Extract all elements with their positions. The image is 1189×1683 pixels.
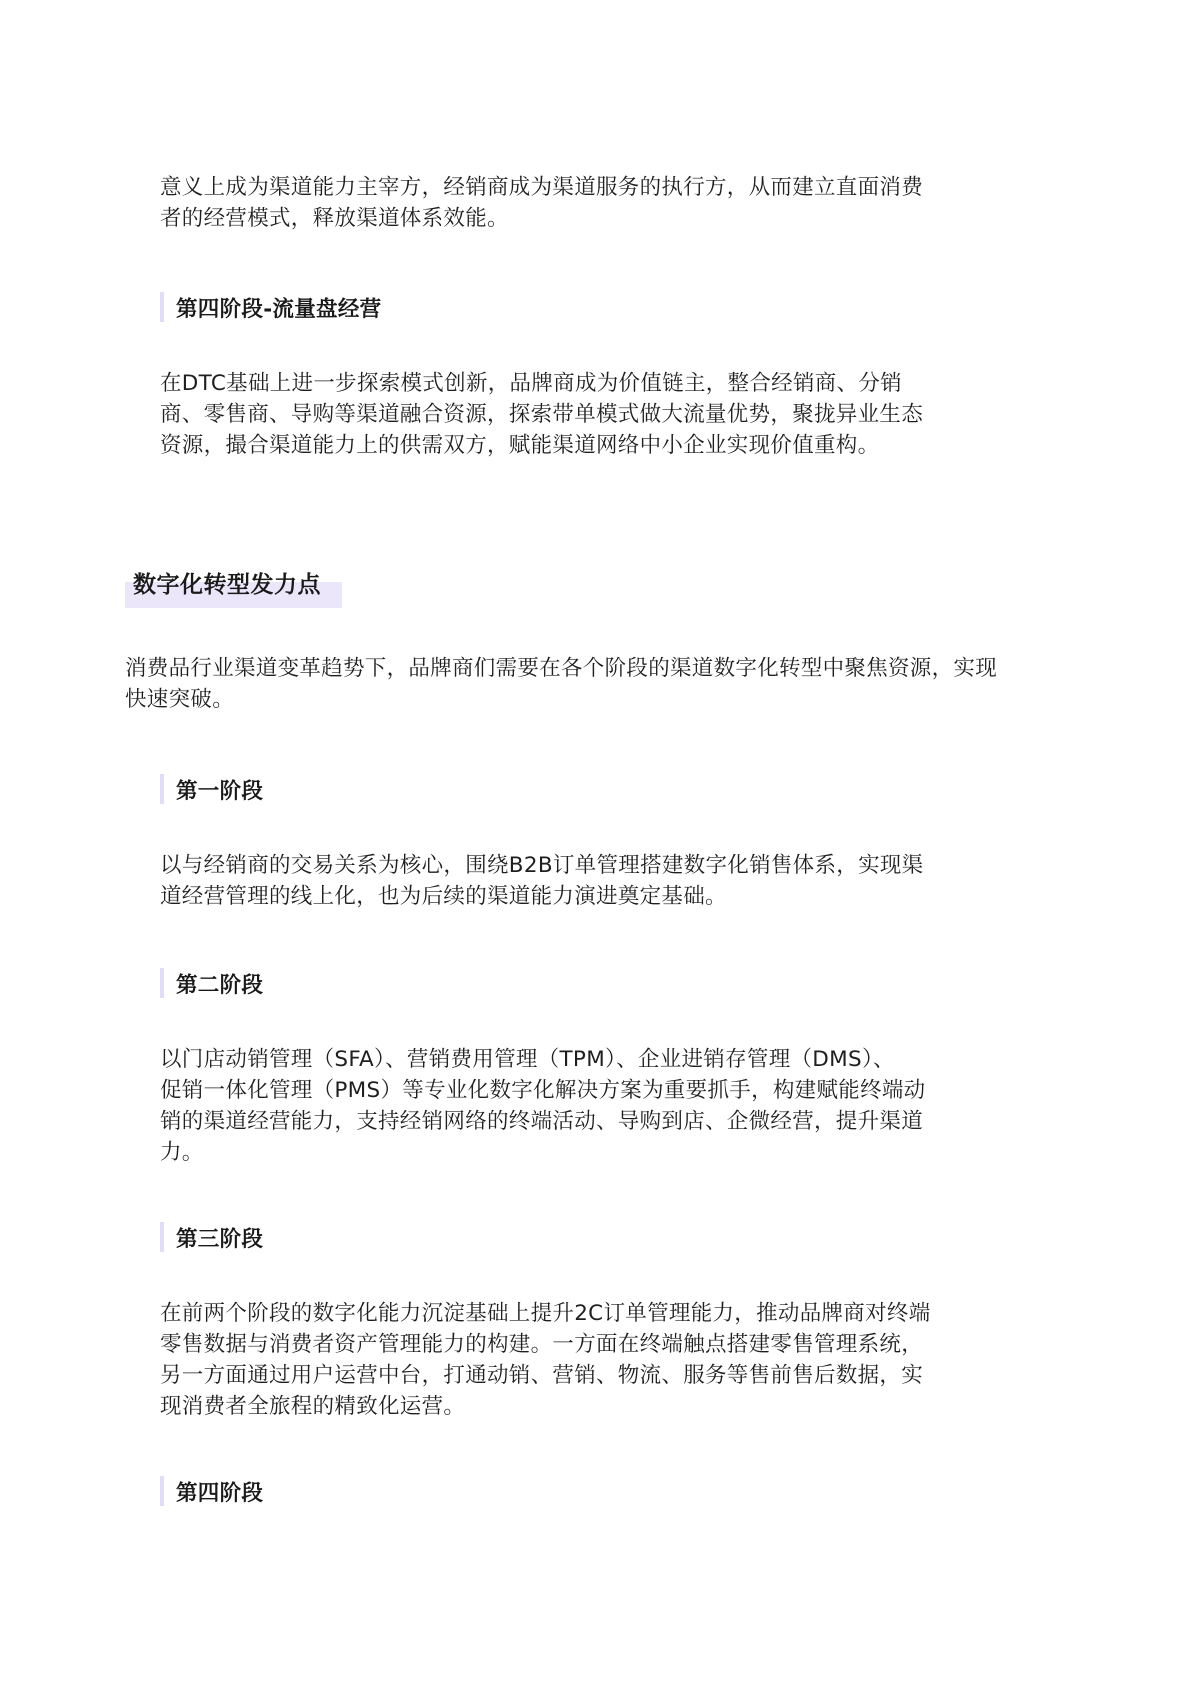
stage2-paragraph [160,1044,925,1168]
paragraph-line: 在前两个阶段的数字化能力沉淀基础上提升2C订单管理能力，推动品牌商对终端 [160,1301,931,1326]
paragraph-line: 在DTC基础上进一步探索模式创新，品牌商成为价值链主，整合经销商、分销 [160,371,902,396]
stage4-title: 第四阶段 [176,1480,264,1506]
paragraph-line: 现消费者全旅程的精致化运营。 [160,1394,466,1419]
paragraph-line: 以与经销商的交易关系为核心，围绕B2B订单管理搭建数字化销售体系，实现渠 [160,853,924,878]
stage2-heading [160,967,263,999]
paragraph-line: 以门店动销管理（SFA）、营销费用管理（TPM）、企业进销存管理（DMS）、 [160,1047,895,1072]
section-heading [125,560,342,608]
paragraph-line: 零售数据与消费者资产管理能力的构建。一方面在终端触点搭建零售管理系统， [160,1332,924,1357]
stage3-title: 第三阶段 [176,1226,264,1252]
stage1-heading [160,773,263,805]
stage3-paragraph [160,1298,931,1422]
stage1-paragraph [160,850,923,912]
section-paragraph [125,653,997,715]
stage-accent-bar [160,774,164,804]
paragraph-line: 资源，撮合渠道能力上的供需双方，赋能渠道网络中小企业实现价值重构。 [160,433,880,458]
stage4-traffic-heading [160,291,381,323]
paragraph-line: 另一方面通过用户运营中台，打通动销、营销、物流、服务等售前售后数据，实 [160,1363,924,1388]
stage-accent-bar [160,292,164,322]
stage4-heading [160,1475,263,1507]
intro-line-2: 者的经营模式，释放渠道体系效能。 [160,206,509,231]
stage2-title: 第二阶段 [176,972,264,998]
stage-accent-bar [160,968,164,998]
paragraph-line: 力。 [160,1140,204,1165]
stage-accent-bar [160,1476,164,1506]
paragraph-line: 快速突破。 [125,687,235,712]
intro-line-1: 意义上成为渠道能力主宰方，经销商成为渠道服务的执行方，从而建立直面消费 [160,175,924,200]
paragraph-line: 促销一体化管理（PMS）等专业化数字化解决方案为重要抓手，构建赋能终端动 [160,1078,926,1103]
paragraph-line: 道经营管理的线上化，也为后续的渠道能力演进奠定基础。 [160,884,727,909]
paragraph-line: 消费品行业渠道变革趋势下，品牌商们需要在各个阶段的渠道数字化转型中聚焦资源，实现 [125,656,998,681]
paragraph-line: 销的渠道经营能力，支持经销网络的终端活动、导购到店、企微经营，提升渠道 [160,1109,924,1134]
stage3-heading [160,1221,263,1253]
stage-accent-bar [160,1222,164,1252]
stage4-traffic-title: 第四阶段-流量盘经营 [176,296,382,322]
paragraph-line: 商、零售商、导购等渠道融合资源，探索带单模式做大流量优势，聚拢异业生态 [160,402,924,427]
intro-paragraph [160,172,923,234]
stage4-traffic-paragraph [160,368,923,461]
stage1-title: 第一阶段 [176,778,264,804]
section-title: 数字化转型发力点 [133,572,321,598]
